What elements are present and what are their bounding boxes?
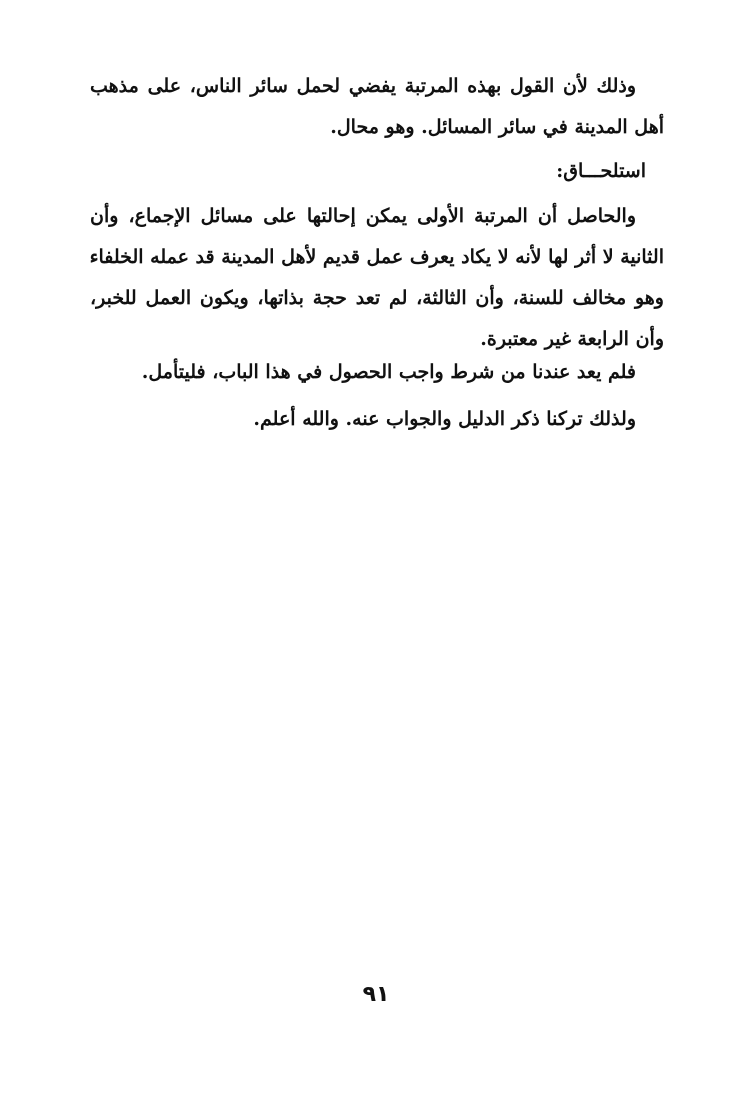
paragraph-closing bbox=[90, 399, 664, 440]
paragraph-line: أهل المدينة في سائر المسائل. وهو محال. bbox=[330, 116, 664, 138]
paragraph-line: ولذلك تركنا ذكر الدليل والجواب عنه. والله أعلم. bbox=[253, 408, 636, 430]
paragraph-summary bbox=[90, 196, 664, 360]
paragraph-line: وهو مخالف للسنة، وأن الثالثة، لم تعد حجة بذاتها، ويكون العمل للخبر، bbox=[90, 287, 664, 309]
paragraph-line: والحاصل أن المرتبة الأولى يمكن إحالتها على مسائل الإجماع، وأن bbox=[90, 205, 636, 227]
page-number: ٩١ bbox=[362, 982, 390, 1007]
paragraph-line: وذلك لأن القول بهذه المرتبة يفضي لحمل سائر الناس، على مذهب bbox=[90, 75, 636, 97]
paragraph-line: الثانية لا أثر لها لأنه لا يكاد يعرف عمل قديم لأهل المدينة قد عمله الخلفاء bbox=[89, 246, 664, 268]
paragraph-intro bbox=[90, 66, 664, 148]
paragraph-line: فلم يعد عندنا من شرط واجب الحصول في هذا الباب، فليتأمل. bbox=[141, 361, 636, 383]
paragraph-conclusion bbox=[90, 352, 664, 393]
section-heading: استلحـــاق: bbox=[556, 160, 646, 182]
paragraph-line: وأن الرابعة غير معتبرة. bbox=[480, 328, 664, 350]
